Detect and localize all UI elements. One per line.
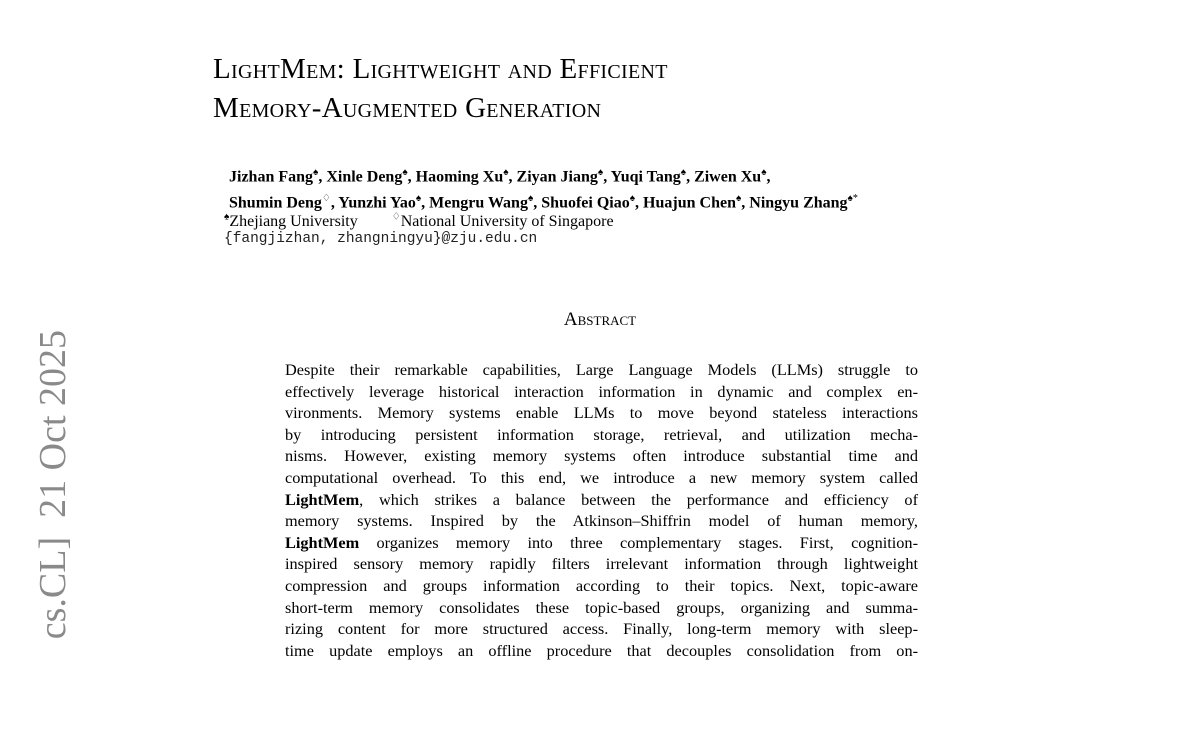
- authors-line: Shumin Deng♢, Yunzhi Yao♠, Mengru Wang♠, Shuofei Qiao♠, Huajun Chen♠, Ningyu Zhang♠*: [229, 193, 858, 212]
- title-line: Memory-Augmented Generation: [213, 92, 602, 124]
- abstract-line: time update employs an offline procedure that decouples consolidation from on-: [285, 640, 918, 660]
- abstract-line: rizing content for more structured access. Finally, long-term memory with sleep-: [285, 619, 918, 639]
- system-name: LightMem: [285, 532, 360, 552]
- affiliations: [224, 207, 614, 233]
- abstract-line: computational overhead. To this end, we introduce a new memory system called: [285, 467, 918, 487]
- title-line: LightMem: Lightweight and Efficient: [213, 53, 668, 85]
- abstract-line: short-term memory consolidates these topic-based groups, organizing and summa-: [285, 597, 918, 617]
- abstract-line: nisms. However, existing memory systems often introduce substantial time and: [285, 446, 918, 466]
- abstract-line: LightMem organizes memory into three complementary stages. First, cognition-: [285, 532, 918, 552]
- abstract-line: inspired sensory memory rapidly filters irrelevant information through lightweight: [285, 554, 918, 574]
- abstract-line: Despite their remarkable capabilities, Large Language Models (LLMs) struggle to: [285, 360, 918, 379]
- affiliation: ♢National University of Singapore: [391, 212, 614, 231]
- abstract-line: effectively leverage historical interaction information in dynamic and complex en-: [285, 381, 918, 401]
- abstract-body: [285, 359, 918, 661]
- abstract-line: memory systems. Inspired by the Atkinson–Shiffrin model of human memory,: [285, 511, 918, 531]
- abstract-line: vironments. Memory systems enable LLMs to move beyond stateless interactions: [285, 403, 918, 423]
- authors-line: Jizhan Fang♠, Xinle Deng♠, Haoming Xu♠, Ziyan Jiang♠, Yuqi Tang♠, Ziwen Xu♠,: [229, 167, 771, 186]
- author-email: {fangjizhan, zhangningyu}@zju.edu.cn: [224, 231, 538, 247]
- abstract-line: LightMem, which strikes a balance between the performance and efficiency of: [285, 489, 918, 509]
- arxiv-stamp: cs.CL] 21 Oct 2025: [32, 330, 74, 640]
- affiliation: ♠Zhejiang University: [224, 212, 358, 231]
- abstract-heading: Abstract: [563, 309, 637, 330]
- system-name: LightMem: [285, 489, 360, 509]
- abstract-line: compression and groups information according to their topics. Next, topic-aware: [285, 575, 918, 595]
- paper-title: [213, 50, 668, 128]
- abstract-line: by introducing persistent information storage, retrieval, and utilization mecha-: [285, 424, 918, 444]
